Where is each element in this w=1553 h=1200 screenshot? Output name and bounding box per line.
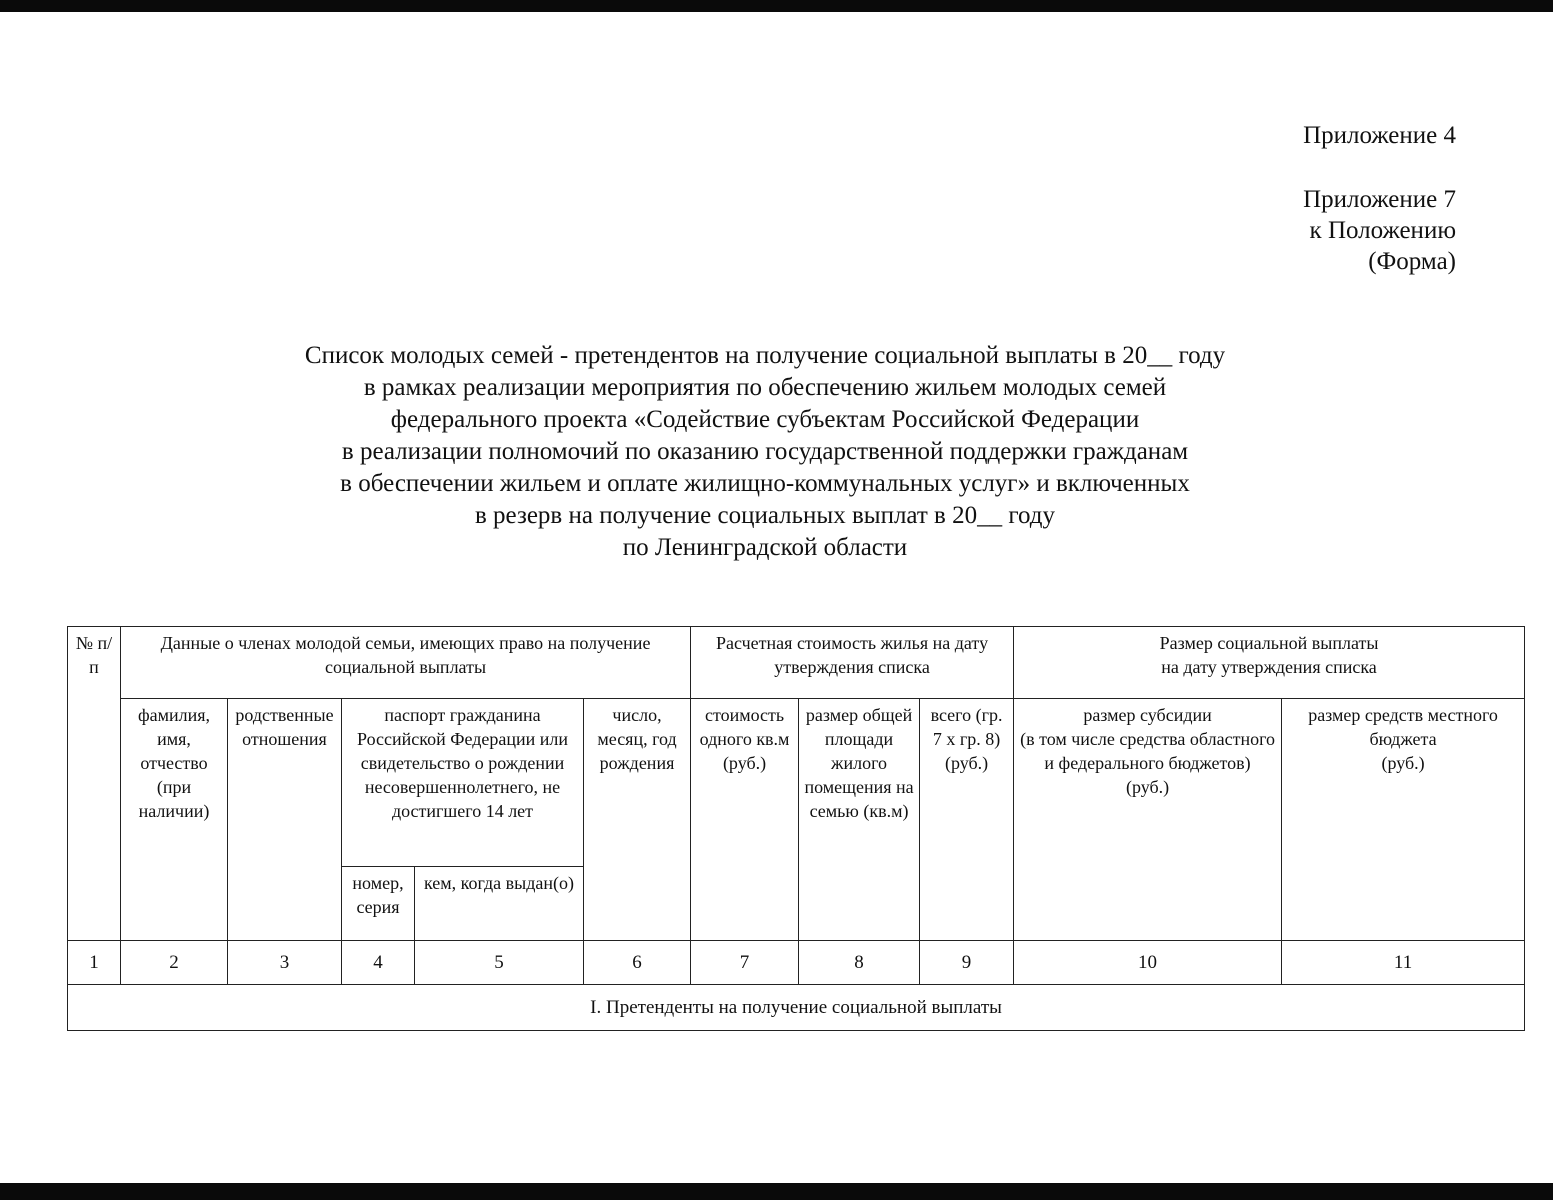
header-group-family: Данные о членах молодой семьи, имеющих право на получение социальной выплаты bbox=[121, 627, 691, 699]
header-cell-local-line: (руб.) bbox=[1381, 753, 1425, 773]
column-number-cell: 9 bbox=[920, 941, 1014, 985]
header-cell-fio: фамилия, имя, отчество (при наличии) bbox=[121, 699, 228, 941]
title-line: в реализации полномочий по оказанию государственной поддержки гражданам bbox=[341, 438, 1189, 465]
title-line: в рамках реализации мероприятия по обеспечению жильем молодых семей bbox=[363, 374, 1167, 401]
title-line: Список молодых семей - претендентов на получение социальной выплаты в 20__ году bbox=[304, 342, 1226, 369]
appendix-7-block bbox=[1303, 184, 1456, 277]
title-line: в резерв на получение социальных выплат в 20__ году bbox=[475, 502, 1055, 529]
header-cell-subsidy-line: (в том числе средства областного и федерального бюджетов) bbox=[1020, 729, 1276, 773]
header-cell-subsidy bbox=[1014, 699, 1282, 941]
appendix-7-form: (Форма) bbox=[1368, 248, 1456, 275]
header-cell-passport-issued: кем, когда выдан(о) bbox=[415, 867, 584, 941]
appendix-4-label bbox=[1303, 120, 1456, 151]
scan-bottom-border bbox=[0, 1183, 1553, 1200]
column-number-cell: 7 bbox=[691, 941, 799, 985]
column-numbers-row bbox=[68, 941, 1525, 985]
header-cell-relation: родственные отношения bbox=[228, 699, 342, 941]
header-cell-local-line: размер средств местного бюджета bbox=[1308, 705, 1498, 749]
appendix-7-text: Приложение 7 bbox=[1303, 186, 1456, 213]
title-line: по Ленинградской области bbox=[622, 534, 908, 561]
column-number-cell: 6 bbox=[584, 941, 691, 985]
header-cell-passport: паспорт гражданина Российской Федерации или свидетельство о рождении несовершеннолетнего, не достигшего 14 лет bbox=[342, 699, 584, 867]
column-number-cell: 2 bbox=[121, 941, 228, 985]
column-number-cell: 11 bbox=[1282, 941, 1525, 985]
header-cell-area: размер общей площади жилого помещения на семью (кв.м) bbox=[799, 699, 920, 941]
document-title bbox=[240, 340, 1290, 564]
header-cell-total: всего (гр. 7 х гр. 8) (руб.) bbox=[920, 699, 1014, 941]
scan-top-border bbox=[0, 0, 1553, 12]
header-cell-passport-number: номер, серия bbox=[342, 867, 415, 941]
header-cell-local-budget bbox=[1282, 699, 1525, 941]
families-list-table bbox=[67, 626, 1525, 1031]
header-row-groups bbox=[68, 627, 1525, 699]
appendix-7-regulation: к Положению bbox=[1309, 217, 1456, 244]
column-number-cell: 8 bbox=[799, 941, 920, 985]
column-number-cell: 10 bbox=[1014, 941, 1282, 985]
column-number-cell: 1 bbox=[68, 941, 121, 985]
title-line: в обеспечении жильем и оплате жилищно-коммунальных услуг» и включенных bbox=[340, 470, 1190, 497]
title-line: федерального проекта «Содействие субъектам Российской Федерации bbox=[390, 406, 1140, 433]
header-group-cost: Расчетная стоимость жилья на дату утверждения списка bbox=[691, 627, 1014, 699]
header-row-columns bbox=[68, 699, 1525, 867]
header-group-payment-line: на дату утверждения списка bbox=[1161, 657, 1377, 677]
appendix-4-text: Приложение 4 bbox=[1303, 122, 1456, 149]
header-cell-subsidy-line: (руб.) bbox=[1125, 777, 1170, 797]
section-row bbox=[68, 985, 1525, 1031]
column-number-cell: 4 bbox=[342, 941, 415, 985]
header-cell-sqm-cost: стоимость одного кв.м (руб.) bbox=[691, 699, 799, 941]
column-number-cell: 5 bbox=[415, 941, 584, 985]
header-group-payment-line: Размер социальной выплаты bbox=[1159, 633, 1379, 653]
column-number-cell: 3 bbox=[228, 941, 342, 985]
section-heading-applicants: I. Претенденты на получение социальной выплаты bbox=[68, 985, 1525, 1031]
header-cell-number: № п/п bbox=[68, 627, 121, 941]
header-cell-subsidy-line: размер субсидии bbox=[1083, 705, 1212, 725]
header-cell-birth: число, месяц, год рождения bbox=[584, 699, 691, 941]
header-group-payment bbox=[1014, 627, 1525, 699]
